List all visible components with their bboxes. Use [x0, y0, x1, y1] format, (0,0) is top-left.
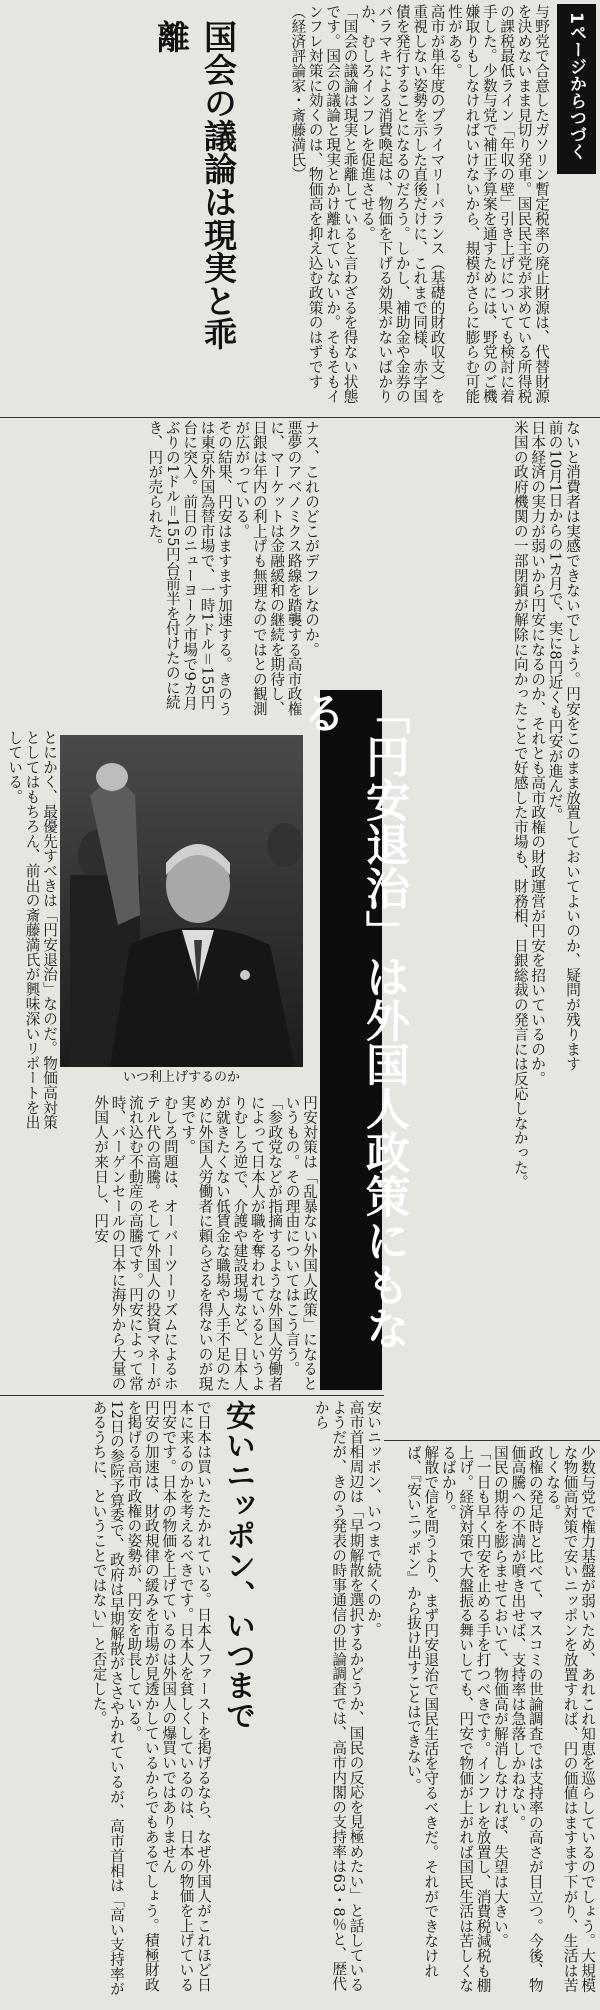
body-paragraph: 「国会の議論は現実と乖離していると言わざるを得ない状態です。国会の議論と現実とかけ離れていないか。そもそもインフレ対策に効くのは、物価高を抑え込む政策のはずです: [306, 4, 359, 404]
horizontal-rule: [384, 1440, 600, 1441]
article-lower-left-body: [4, 730, 58, 1130]
body-paragraph: むしろ問題は、オーバーツーリズムによるホテル代の高騰。そして外国人の投資マネーが流れ込む不動産の高騰です。円安によって常時、バーゲンセールの日本に海外から大量の外国人が来日し、円安: [92, 1095, 179, 1391]
body-paragraph: 米国の政府機関の一部閉鎖が解除に向かったことで好感した市場も、財務相、日銀総裁の発言には反応しなかった。: [511, 420, 529, 1190]
body-paragraph: その結果、円安はますます加速する。きのうは東京外国為替市場で、一時1ドル＝155円台に突入。前日のニューヨーク市場で9カ月ぶりの1ドル＝155円台前半を付けたのに続き、円が売られた。: [146, 420, 233, 716]
body-paragraph: 高市首相周辺は「早期解散を選択するかどうか、国民の反応を見極めたい」と話しているようだが、きのう発表の時事通信の世論調査では、高市内閣の支持率は63・8％と、歴代から: [312, 1400, 365, 1992]
body-paragraph: ナス、これのどこがデフレなのか。: [303, 420, 320, 657]
article-top-body: [20, 4, 550, 414]
body-paragraph: 悪夢のアベノミクス路線を踏襲する高市政権に、マーケットは金融緩和の継続を期待し、日銀は年内の利上げも無理なのではとの観測が広がっている。: [233, 420, 303, 716]
body-paragraph: 「一日も早く円安を止める手を打つべきです。インフレを放置し、消費税減税も棚上げ。経済対策で大盤振る舞いしても、円安で物価が上がれば国民生活は苦しくなるばかり。: [439, 1445, 492, 1993]
body-paragraph: 高市が単年度のプライマリーバランス（基礎的財政収支）を重視しない姿勢を示した直後だけに、これまで同様、赤字国債を発行することになるのだろう。しかし、補助金や金券のバラマキによる消費喚起は、物価を下げる効果がないばかりか、むしろインフレを促進させる。: [358, 4, 446, 404]
body-paragraph: 政権の発足時と比べて、マスコミの世論調査では支持率の高さが目立つ。今後、物価高騰への不満が噴き出せば、支持率は急落しかねない。: [509, 1445, 544, 1993]
body-paragraph: 解散で信を問うより、まず円安退治で国民生活を守るべきだ。それができなければ、『安いニッポン』から抜け出すことはできない。: [404, 1445, 440, 1978]
body-paragraph: 少数与党で権力基盤が弱いため、あれこれ知恵を巡らしているのでしょう。大規模な物価高対策で安いニッポンを放置すれば、円の価値はますます下がり、生活は苦しくなる。: [544, 1445, 596, 1993]
photo-caption: いつ利上げするのか: [122, 1070, 240, 1085]
body-paragraph: 「参政党などが指摘するような外国人労働者によって日本人が職を奪われているというよりむしろ逆で、介護や建設現場など、日本人が就きたくない低賃金な職場や人手不足のために外国人労働者に頼らざるを得ないのが現実です。: [179, 1095, 284, 1391]
article-bottom-middle-body: [262, 1400, 382, 2000]
body-paragraph: 安いニッポン、いつまで続くのか。: [365, 1400, 382, 1637]
body-paragraph: 与野党で合意したガソリン暫定税率の廃止財源は、代替財源を決めないまま見切り発車。国民民主党が求めている所得税の課税最低ライン「年収の壁」引き上げについても検討に着手した。少数与党で補正予算案を通すためには、野党のご機嫌取りもしなければいけないから、規模がさらに膨らむ可能性がある。: [445, 4, 550, 404]
body-paragraph: 12日の参院予算委で、政府は早期解散がささやかれているが、高市首相は「高い支持率があるうちに、ということではない」と否定した。: [90, 1400, 125, 1997]
article-bottom-right-body: [386, 1445, 596, 2000]
article-upper-left-body: [20, 420, 320, 720]
article-right-middle-body: [386, 420, 581, 1440]
horizontal-rule: [0, 1395, 384, 1396]
body-paragraph: ないと消費者は実感できないでしょう。円安をこのまま放置しておいてよいのか、疑問が残ります: [564, 420, 581, 1072]
subheadline-cheap-japan: 安いニッポン、いつまで: [220, 1400, 255, 1730]
body-paragraph: 日本経済の実力が弱いから円安になるのか、それとも高市政権の財政運営が円安を招いているのか。: [529, 420, 547, 1086]
photo-boj-governor: [60, 735, 303, 1067]
body-paragraph: とにかく、最優先すべきは「円安退治」なのだ。物価高対策としてはもちろん、前出の斎藤満氏が興味深いリポートを出している。: [6, 730, 58, 1130]
article-bottom-left-body: [4, 1400, 212, 2000]
body-paragraph: 前の10月1日からの1カ月で、実に8円近くも円安が進んだ。: [546, 420, 564, 823]
body-paragraph: で日本は買いたたかれている。日本人ファーストを掲げるなら、なぜ外国人がこれほど日本に来るのかを考えるべきです。日本人を貧しくしているのは、日本の物価を上げている円安です。日本の物価を上げているのは外国人の爆買いではありません: [160, 1400, 212, 1992]
body-paragraph: 円安の加速は、財政規律の緩みを市場が見透かしているからでもあるでしょう。積極財政を掲げる高市政権の姿勢が、円安を助長している。: [125, 1400, 160, 1992]
body-paragraph: （経済評論家・斎藤満氏）: [289, 4, 307, 182]
body-paragraph: 円安対策は「乱暴ない外国人政策」になるというもの。その理由についてはこう言う。: [283, 1095, 318, 1391]
main-headline: 「円安退治」は外国人政策にもなる: [320, 690, 382, 1390]
horizontal-rule: [0, 417, 600, 418]
subheadline-diet-debate: 国会の議論は現実と乖離: [152, 20, 238, 350]
continued-from-page-1-tab: 1ページからつづく: [557, 4, 596, 174]
photo-image: [60, 735, 303, 1067]
article-lower-left-body-2: [60, 1095, 318, 1395]
body-paragraph: 国民の期待を膨らませておいて、物価高が解消しなければ、失望は大きい。: [491, 1445, 509, 1949]
